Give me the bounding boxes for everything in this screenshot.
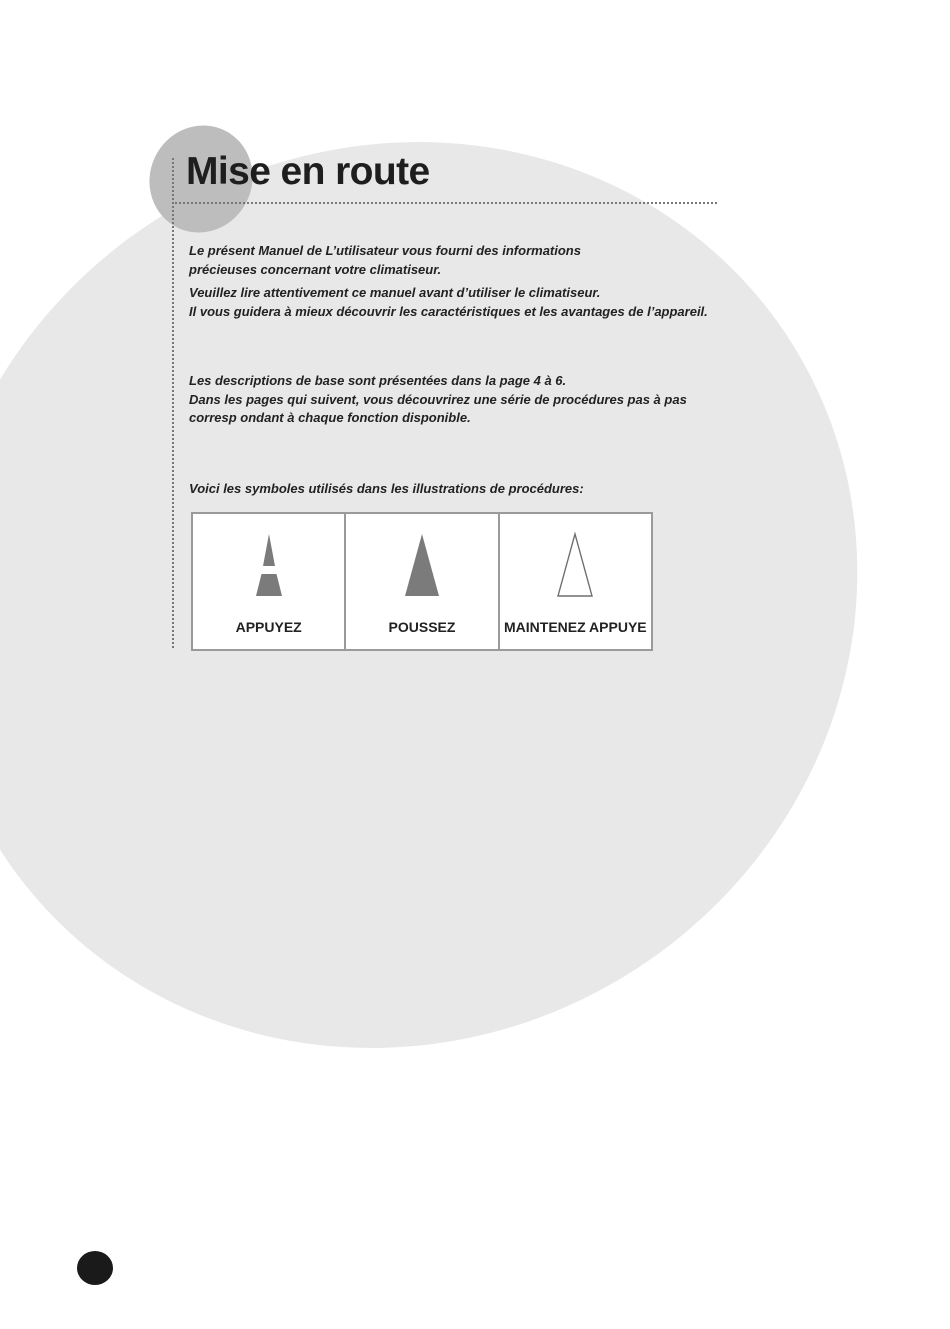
descriptions-line-2: Dans les pages qui suivent, vous découvrirez une série de procédures pas à pas	[189, 391, 687, 407]
symbol-cell-press	[193, 514, 346, 649]
symbol-label-push: POUSSEZ	[388, 619, 456, 635]
descriptions-line-3: corresp ondant à chaque fonction disponible.	[189, 410, 471, 425]
page-title: Mise en route	[186, 150, 430, 193]
push-arrow-icon	[402, 532, 442, 600]
read-notice-line-2: Il vous guidera à mieux découvrir les caractéristiques et les avantages de l’appareil.	[189, 303, 708, 319]
descriptions-line-1: Les descriptions de base sont présentées dans la page 4 à 6.	[189, 373, 567, 388]
read-notice-line-1: Veuillez lire attentivement ce manuel avant d’utiliser le climatiseur.	[189, 285, 601, 300]
title-dotted-rule	[172, 202, 717, 204]
symbols-table	[191, 512, 653, 651]
symbol-cell-push	[346, 514, 499, 649]
descriptions-paragraph	[189, 372, 687, 428]
symbols-intro: Voici les symboles utilisés dans les illustrations de procédures:	[189, 481, 584, 496]
read-notice-paragraph	[189, 284, 708, 321]
symbol-cell-hold	[500, 514, 651, 649]
page-number-dot	[77, 1251, 113, 1285]
intro-paragraph	[189, 242, 581, 279]
symbol-label-hold: MAINTENEZ APPUYE	[504, 619, 647, 635]
vertical-dotted-rule	[172, 158, 174, 648]
intro-line-1: Le présent Manuel de L’utilisateur vous fourni des informations	[189, 243, 581, 258]
hold-arrow-icon	[555, 532, 595, 600]
intro-line-2: précieuses concernant votre climatiseur.	[189, 261, 442, 277]
press-arrow-icon	[249, 532, 289, 600]
symbol-label-press: APPUYEZ	[235, 619, 302, 635]
